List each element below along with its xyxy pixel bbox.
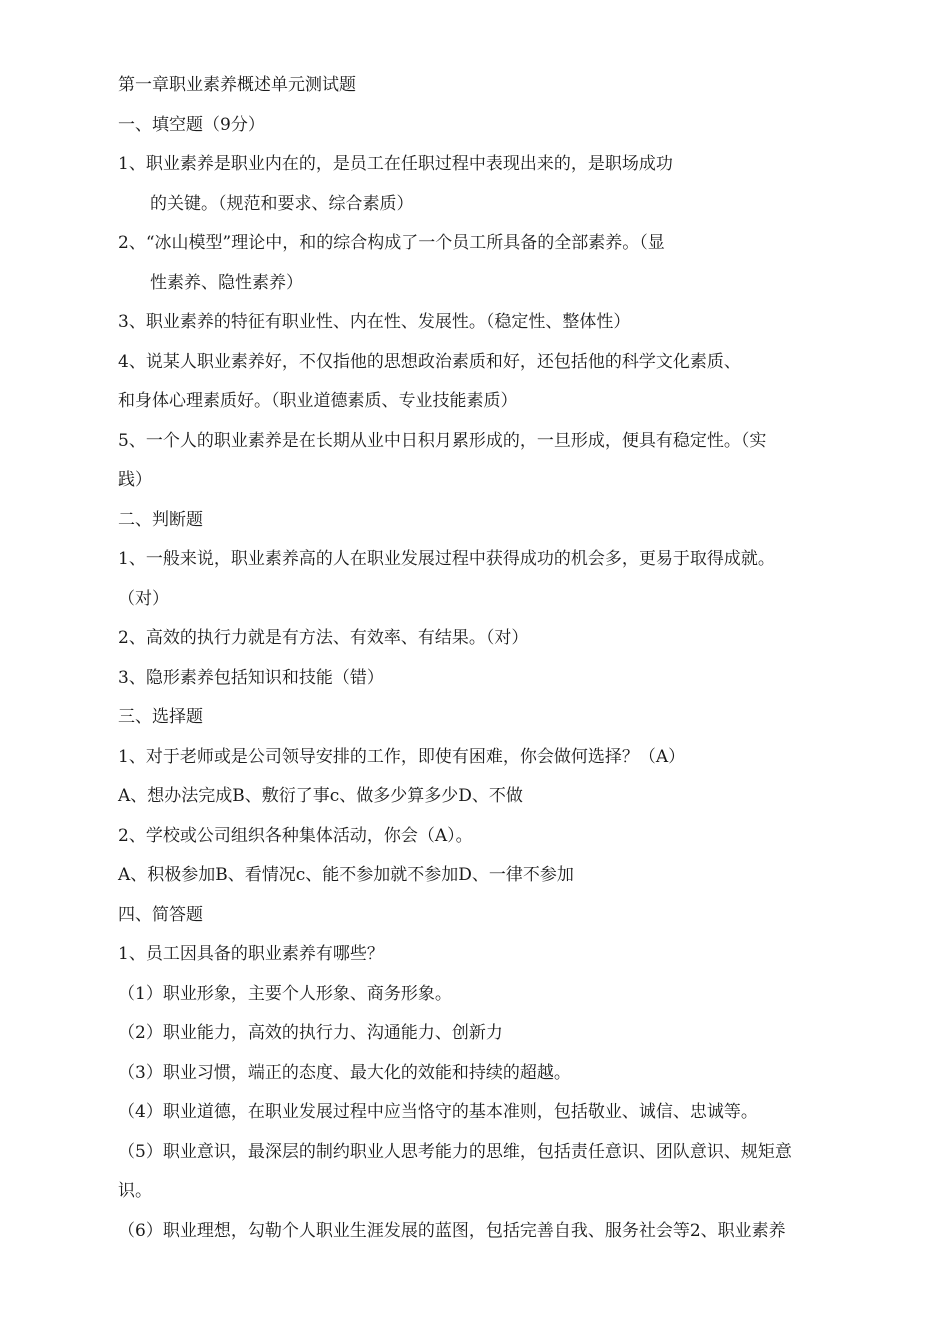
question-line: 5、一个人的职业素养是在长期从业中日积月累形成的，一旦形成，便具有稳定性。（实 xyxy=(118,431,767,451)
question-line: 性素养、隐性素养） xyxy=(150,273,303,293)
question-line: 2、学校或公司组织各种集体活动，你会（A）。 xyxy=(118,826,473,846)
answer-line: （4）职业道德，在职业发展过程中应当恪守的基本准则，包括敬业、诚信、忠诚等。 xyxy=(118,1102,758,1122)
question-line: 2、高效的执行力就是有方法、有效率、有结果。（对） xyxy=(118,628,529,648)
question-line: 2、“冰山模型”理论中，和的综合构成了一个员工所具备的全部素养。（显 xyxy=(118,233,665,253)
page-title: 第一章职业素养概述单元测试题 xyxy=(118,75,356,95)
section-heading-multiple-choice: 三、选择题 xyxy=(118,707,203,727)
answer-line: （3）职业习惯，端正的态度、最大化的效能和持续的超越。 xyxy=(118,1063,571,1083)
answer-line: （6）职业理想，勾勒个人职业生涯发展的蓝图，包括完善自我、服务社会等2、职业素养 xyxy=(118,1221,786,1241)
answer-line: （5）职业意识，最深层的制约职业人思考能力的思维，包括责任意识、团队意识、规矩意 xyxy=(118,1142,792,1162)
section-heading-fill-blank: 一、填空题（9分） xyxy=(118,115,265,135)
question-line: 践） xyxy=(118,470,152,490)
question-line: （对） xyxy=(118,589,169,609)
question-line: A、想办法完成B、敷衍了事c、做多少算多少D、不做 xyxy=(118,786,523,806)
question-line: 的关键。（规范和要求、综合素质） xyxy=(150,194,414,214)
question-line: 和身体心理素质好。（职业道德素质、专业技能素质） xyxy=(118,391,518,411)
answer-line: （2）职业能力，高效的执行力、沟通能力、创新力 xyxy=(118,1023,503,1043)
answer-line: （1）职业形象，主要个人形象、商务形象。 xyxy=(118,984,452,1004)
question-line: 1、对于老师或是公司领导安排的工作，即使有困难，你会做何选择？（A） xyxy=(118,747,686,767)
question-line: A、积极参加B、看情况c、能不参加就不参加D、一律不参加 xyxy=(118,865,574,885)
question-line: 3、职业素养的特征有职业性、内在性、发展性。（稳定性、整体性） xyxy=(118,312,631,332)
question-line: 1、职业素养是职业内在的，是员工在任职过程中表现出来的，是职场成功 xyxy=(118,154,673,174)
question-line: 4、说某人职业素养好，不仅指他的思想政治素质和好，还包括他的科学文化素质、 xyxy=(118,352,741,372)
question-line: 1、员工因具备的职业素养有哪些？ xyxy=(118,944,384,964)
question-line: 1、一般来说，职业素养高的人在职业发展过程中获得成功的机会多，更易于取得成就。 xyxy=(118,549,775,569)
answer-line: 识。 xyxy=(118,1181,152,1201)
section-heading-true-false: 二、判断题 xyxy=(118,510,203,530)
question-line: 3、隐形素养包括知识和技能（错） xyxy=(118,668,384,688)
section-heading-short-answer: 四、简答题 xyxy=(118,905,203,925)
